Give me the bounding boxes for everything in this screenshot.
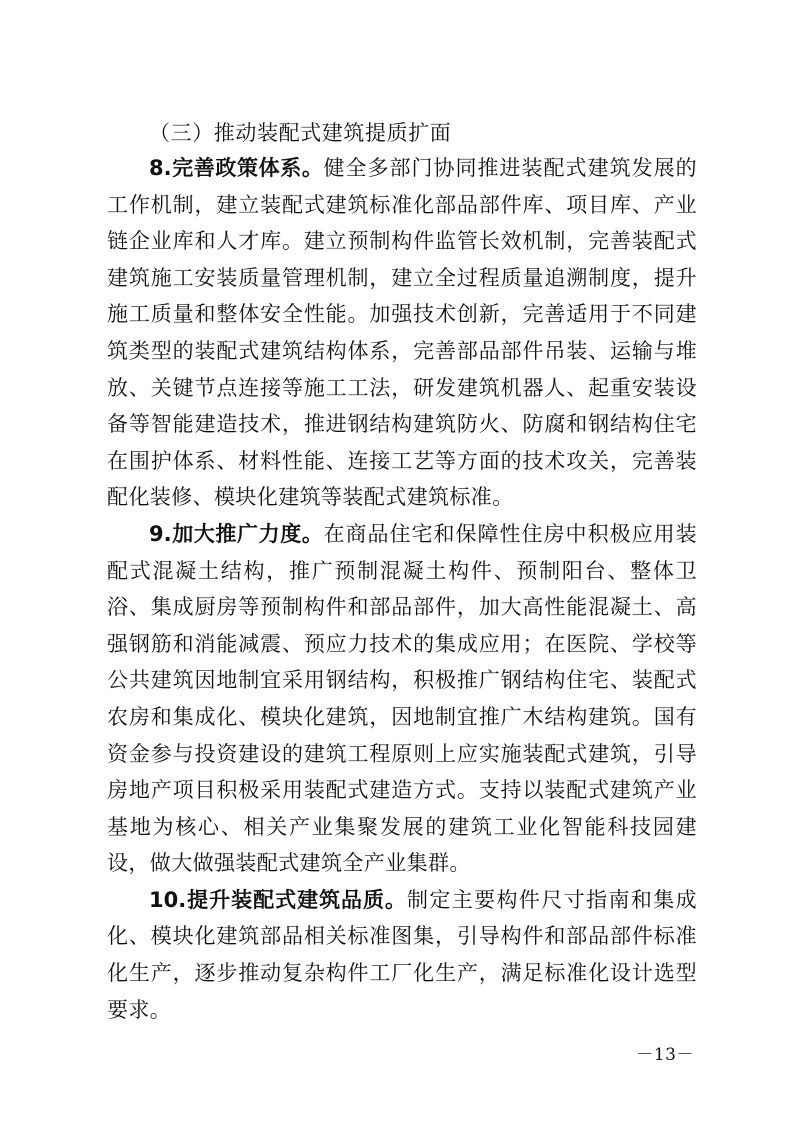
paragraph-lead: 9.加大推广力度。 [149, 521, 324, 546]
paragraph-lead: 8.完善政策体系。 [149, 156, 324, 180]
document-body [107, 117, 697, 1028]
paragraph-quality [107, 882, 697, 1028]
paragraph-promotion [107, 516, 697, 882]
section-heading: （三）推动装配式建筑提质扩面 [149, 121, 452, 145]
page-number: －13－ [636, 1045, 694, 1065]
paragraph-lead: 10.提升装配式建筑品质。 [149, 887, 408, 912]
paragraph-text: 在商品住宅和保障性住房中积极应用装配式混凝土结构，推广预制混凝土构件、预制阳台、整体卫浴、集成厨房等预制构件和部品部件，加大高性能混凝土、高强钢筋和消能减震、预应力技术的集成应用；在医院、学校等公共建筑因地制宜采用钢结构，积极推广钢结构住宅、装配式农房和集成化、模块化建筑，因地制宜推广木结构建筑。国有资金参与投资建设的建筑工程原则上应实施装配式建筑，引导房地产项目积极采用装配式建造方式。支持以装配式建筑产业基地为核心、相关产业集聚发展的建筑工业化智能科技园建设，做大做强装配式建筑全产业集群。 [107, 521, 697, 876]
paragraph-text: 制定主要构件尺寸指南和集成化、模块化建筑部品相关标准图集，引导构件和部品部件标准化生产，逐步推动复杂构件工厂化生产，满足标准化设计选型要求。 [107, 887, 698, 1022]
paragraph-text: 健全多部门协同推进装配式建筑发展的工作机制，建立装配式建筑标准化部品部件库、项目库、产业链企业库和人才库。建立预制构件监管长效机制，完善装配式建筑施工安装质量管理机制，建立全过程质量追溯制度，提升施工质量和整体安全性能。加强技术创新，完善适用于不同建筑类型的装配式建筑结构体系，完善部品部件吊装、运输与堆放、关键节点连接等施工工法，研发建筑机器人、起重安装设备等智能建造技术，推进钢结构建筑防火、防腐和钢结构住宅在围护体系、材料性能、连接工艺等方面的技术攻关，完善装配化装修、模块化建筑等装配式建筑标准。 [107, 156, 697, 510]
paragraph-policy-system [107, 150, 697, 516]
